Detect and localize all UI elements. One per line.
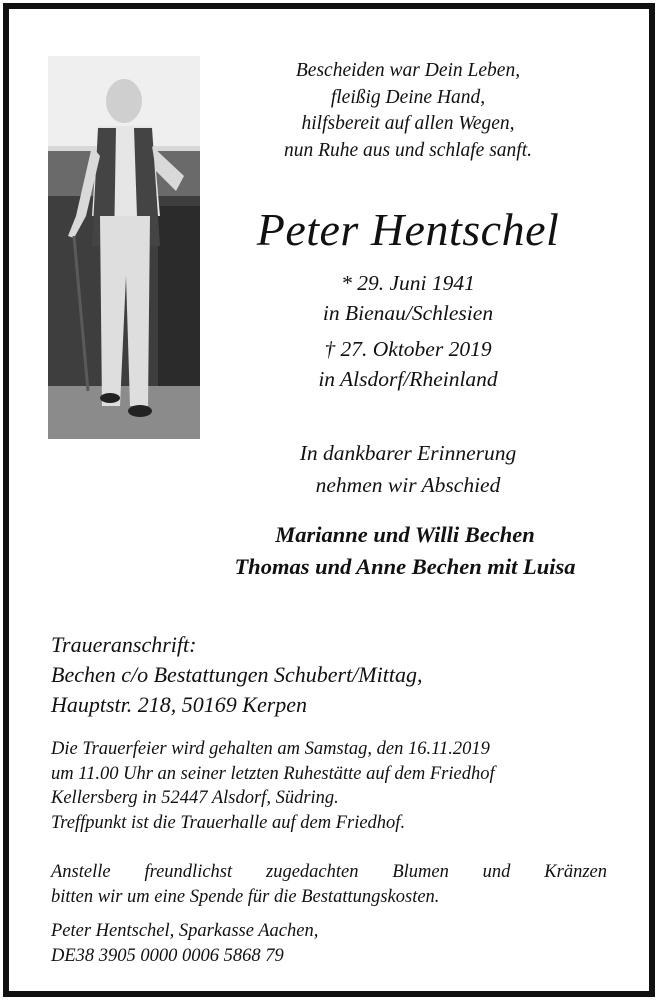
ceremony-line: Die Trauerfeier wird gehalten am Samstag, den 16.11.2019	[51, 739, 490, 759]
address-line: Traueranschrift:	[51, 632, 197, 657]
ceremony-line: um 11.00 Uhr an seiner letzten Ruhestätte auf dem Friedhof	[51, 763, 495, 784]
life-dates	[222, 268, 594, 394]
mourning-address	[51, 630, 422, 720]
remembrance-text	[222, 437, 594, 501]
verse-line: hilfsbereit auf allen Wegen,	[301, 113, 515, 134]
family-line: Thomas und Anne Bechen mit Luisa	[234, 554, 576, 579]
donation-line: bitten wir um eine Spende für die Bestattungskosten.	[51, 886, 440, 907]
verse-line: fleißig Deine Hand,	[330, 86, 486, 108]
verse-line: nun Ruhe aus und schlafe sanft.	[283, 139, 533, 161]
birth-place: in Bienau/Schlesien	[322, 301, 494, 325]
bank-line: Peter Hentschel, Sparkasse Aachen,	[51, 921, 319, 941]
remembrance-line: nehmen wir Abschied	[315, 473, 501, 497]
verse-line: Bescheiden war Dein Leben,	[295, 60, 521, 81]
ceremony-line: Kellersberg in 52447 Alsdorf, Südring.	[51, 788, 339, 808]
portrait-photo	[48, 56, 200, 439]
remembrance-line: In dankbarer Erinnerung	[299, 441, 517, 465]
bank-details	[51, 919, 318, 968]
ceremony-details	[51, 737, 609, 835]
ceremony-line: Treffpunkt ist die Trauerhalle auf dem Friedhof.	[51, 812, 406, 833]
verse	[222, 58, 594, 164]
donation-request	[51, 860, 607, 909]
deceased-name: Peter Hentschel	[256, 204, 560, 255]
donation-line: Anstelle freundlichst zugedachten Blumen und Kränzen	[51, 862, 607, 882]
iban: DE38 3905 0000 0006 5868 79	[51, 945, 284, 966]
death-place: in Alsdorf/Rheinland	[318, 367, 498, 391]
family-line: Marianne und Willi Bechen	[275, 522, 535, 547]
death-date: † 27. Oktober 2019	[324, 337, 492, 361]
address-line: Bechen c/o Bestattungen Schubert/Mittag,	[51, 662, 423, 687]
address-line: Hauptstr. 218, 50169 Kerpen	[51, 692, 308, 717]
birth-date: * 29. Juni 1941	[341, 271, 475, 295]
family-names	[180, 519, 630, 583]
